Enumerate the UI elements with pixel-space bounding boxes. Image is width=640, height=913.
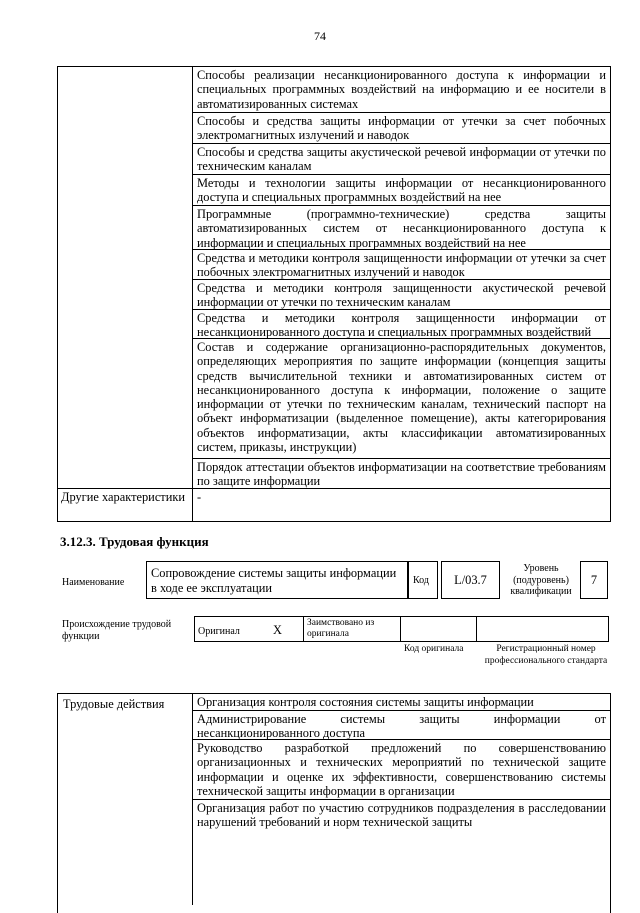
name-label: Наименование [62,577,125,588]
row-divider [192,799,610,800]
origin-label: Происхождение трудовой функции [62,619,172,642]
row-divider [192,174,610,175]
row-divider [192,112,610,113]
other-characteristics-label: Другие характеристики [61,490,186,504]
row-divider [57,488,611,489]
level-label: Уровень (подуровень) квалификации [510,563,572,597]
row-divider [192,309,610,310]
section-title: 3.12.3. Трудовая функция [60,534,209,549]
knowledge-item: Средства и методики контроля защищенности информации от утечки за счет побочных электромагнитных излучений и наводок [197,251,606,280]
registration-number-label: Регистрационный номер профессионального стандарта [484,644,608,666]
origin-divider [303,616,304,642]
knowledge-item: Программные (программно-технические) средства защиты автоматизированных систем от несанкционированного доступа к информации и специальных программных воздействий на нее [197,207,606,250]
knowledge-item: Способы реализации несанкционированного доступа к информации и специальных программных воздействий на информацию и ее носители в автоматизированных системах [197,68,606,111]
function-code: L/03.7 [454,573,487,587]
row-divider [192,143,610,144]
row-divider [192,205,610,206]
row-divider [192,338,610,339]
other-characteristics-value: - [197,490,202,504]
knowledge-item: Средства и методики контроля защищенности акустической речевой информации от утечки по техническим каналам [197,281,606,310]
code-original-label: Код оригинала [404,644,464,654]
level-value-cell [580,561,608,599]
row-divider [192,249,610,250]
code-value-cell [441,561,500,599]
origin-cells [194,616,609,642]
work-action-item: Администрирование системы защиты информации от несанкционированного доступа [197,712,606,741]
row-divider [192,739,610,740]
function-name: Сопровождение системы защиты информации в ходе ее эксплуатации [151,566,397,595]
knowledge-item: Методы и технологии защиты информации от несанкционированного доступа и специальных программных воздействий на нее [197,176,606,205]
borrowed-label: Заимствовано из оригинала [307,618,375,639]
row-divider [192,279,610,280]
original-label: Оригинал [198,626,240,637]
code-label-cell [408,561,438,599]
original-mark: X [273,623,282,637]
work-action-item: Организация контроля состояния системы защиты информации [197,695,534,709]
origin-divider [400,616,401,642]
work-actions-label: Трудовые действия [63,697,165,711]
knowledge-item: Способы и средства защиты акустической речевой информации от утечки по техническим каналам [197,145,606,174]
origin-divider [476,616,477,642]
function-level: 7 [590,573,598,587]
row-divider [192,458,610,459]
work-action-item: Организация работ по участию сотрудников подразделения в расследовании нарушений требований и норм технической защиты [197,801,606,830]
page-number: 74 [314,29,326,43]
knowledge-item: Состав и содержание организационно-распорядительных документов, определяющих мероприятия по защите информации (концепция защиты средств вычислительной техники и автоматизированных систем от несанкционированного доступа к информации, положение о защите информации от утечки по техническим каналам, технический паспорт на объект информатизации (выделенное помещение), акты категорирования объектов информатизации, акты классификации автоматизированных систем, приказы, инструкции) [197,340,606,455]
knowledge-item: Порядок аттестации объектов информатизации на соответствие требованиям по защите информации [197,460,606,489]
code-label: Код [413,575,429,586]
knowledge-item: Средства и методики контроля защищенности информации от несанкционированного доступа и специальных программных воздействий [197,311,606,340]
name-value-cell [146,561,408,599]
knowledge-item: Способы и средства защиты информации от утечки за счет побочных электромагнитных излучений и наводок [197,114,606,143]
row-divider [192,710,610,711]
work-action-item: Руководство разработкой предложений по совершенствованию организационных и технических мероприятий по технической защите информации и оценке их эффективности, совершенствованию системы технической защиты информации в организации [197,741,606,798]
column-divider [192,66,193,522]
